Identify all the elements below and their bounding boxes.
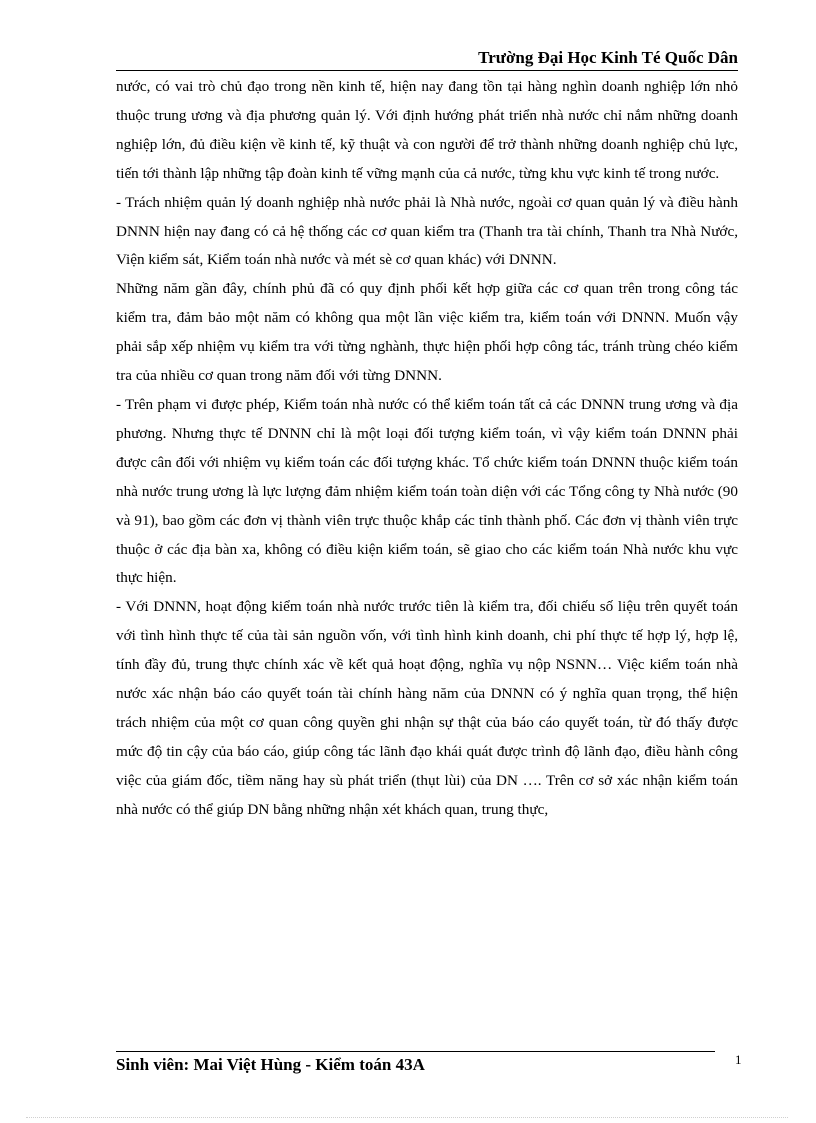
paragraph-5: - Với DNNN, hoạt động kiểm toán nhà nước trước tiên là kiểm tra, đối chiếu số liệu trên quyết toán với tình hình thực tế của tài sản nguồn vốn, với tình hình kinh doanh, chi phí thực tế hợp lý, hợp lệ, tính đầy đủ, trung thực chính xác về kết quả hoạt động, nghĩa vụ nộp NSNN… Việc kiểm toán nhà nước xác nhận báo cáo quyết toán tài chính hàng năm của DNNN có ý nghĩa quan trọng, thể hiện trách nhiệm của một cơ quan công quyền ghi nhận sự thật của báo cáo quyết toán, từ đó thấy được mức độ tin cậy của báo cáo, giúp công tác lãnh đạo khái quát được trình độ lãnh đạo, điều hành công việc của giám đốc, tiềm năng hay sù phát triển (thụt lùi) của DN …. Trên cơ sở xác nhận kiểm toán nhà nước có thể giúp DN bằng những nhận xét khách quan, trung thực, [116, 598, 738, 818]
paragraph-3: Những năm gần đây, chính phủ đã có quy định phối kết hợp giữa các cơ quan trên trong công tác kiểm tra, đảm bảo một năm có không qua một lần việc kiểm tra, kiểm toán với DNNN. Muốn vậy phải sắp xếp nhiệm vụ kiểm tra với từng nghành, thực hiện phối hợp công tác, tránh trùng chéo kiểm tra của nhiều cơ quan trong năm đối với từng DNNN. [116, 280, 738, 385]
header-divider [116, 70, 738, 71]
body-text [116, 73, 738, 825]
page-bottom-border [26, 1117, 788, 1118]
footer-divider [116, 1051, 715, 1052]
header-title: Trường Đại Học Kinh Té Quốc Dân [478, 48, 738, 67]
page-number: 1 [735, 1052, 742, 1067]
footer-student: Sinh viên: Mai Việt Hùng - Kiểm toán 43A [116, 1055, 425, 1074]
paragraph-2: - Trách nhiệm quản lý doanh nghiệp nhà nước phải là Nhà nước, ngoài cơ quan quản lý và điều hành DNNN hiện nay đang có cả hệ thống các cơ quan kiểm tra (Thanh tra tài chính, Thanh tra Nhà Nước, Viện kiểm sát, Kiểm toán nhà nước và mét sè cơ quan khác) với DNNN. [116, 193, 738, 269]
paragraph-1: nước, có vai trò chủ đạo trong nền kinh tế, hiện nay đang tồn tại hàng nghìn doanh nghiệp lớn nhỏ thuộc trung ương và địa phương quản lý. Với định hướng phát triển nhà nước chỉ nắm những doanh nghiệp lớn, đủ điều kiện về kinh tế, kỹ thuật và con người để trở thành những doanh nghiệp chủ lực, tiến tới thành lập những tập đoàn kinh tế vững mạnh của cả nước, từng khu vực kinh tế trong nước. [116, 78, 738, 182]
paragraph-4: - Trên phạm vi được phép, Kiểm toán nhà nước có thể kiểm toán tất cả các DNNN trung ương và địa phương. Nhưng thực tế DNNN chỉ là một loại đối tượng kiểm toán, vì vậy kiểm toán DNNN phải được cân đối với nhiệm vụ kiểm toán các đối tượng khác. Tổ chức kiểm toán DNNN thuộc kiểm toán nhà nước trung ương là lực lượng đảm nhiệm kiểm toán toàn diện với các Tổng công ty Nhà nước (90 và 91), bao gồm các đơn vị thành viên trực thuộc khắp các tỉnh thành phố. Các đơn vị thành viên trực thuộc ở các địa bàn xa, không có điều kiện kiểm toán, sẽ giao cho các kiểm toán Nhà nước khu vực thực hiện. [116, 395, 738, 587]
